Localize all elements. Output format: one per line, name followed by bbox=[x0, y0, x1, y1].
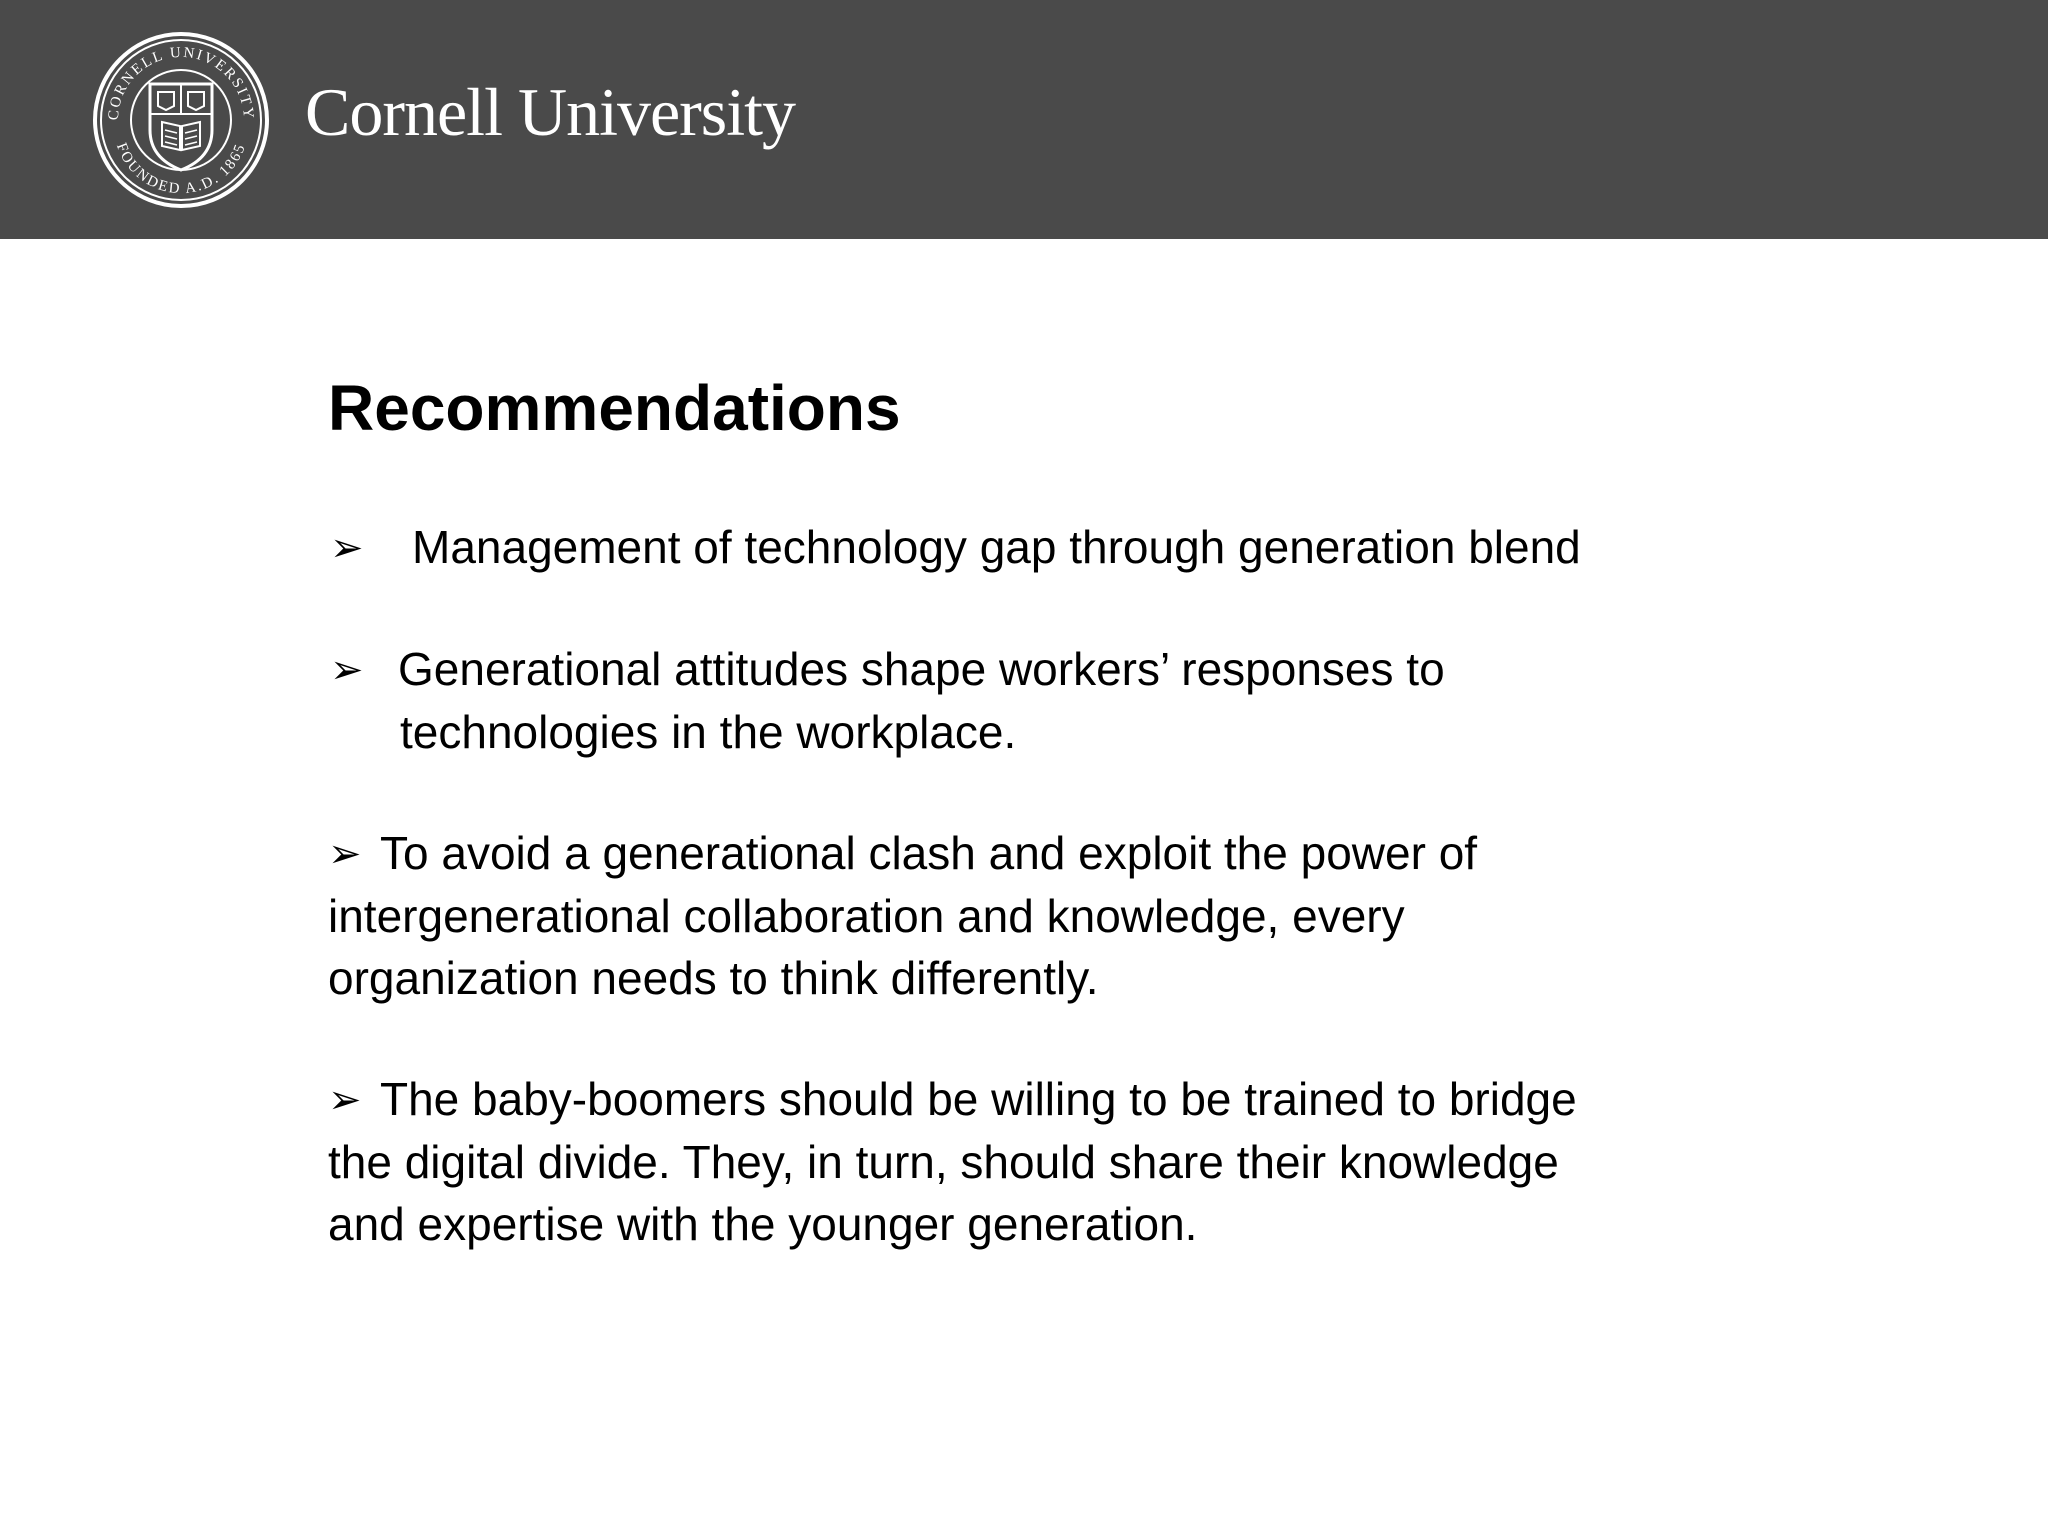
bullet-line: the digital divide. They, in turn, should share their knowledge bbox=[328, 1136, 1559, 1188]
bullet-item bbox=[328, 822, 1477, 1009]
bullet-line: intergenerational collaboration and knowledge, every bbox=[328, 890, 1405, 942]
bullet-line: Management of technology gap through generation blend bbox=[412, 521, 1581, 573]
bullet-line: The baby-boomers should be willing to be trained to bridge bbox=[380, 1073, 1577, 1125]
arrow-bullet-icon: ➢ bbox=[330, 647, 364, 693]
bullet-line: Generational attitudes shape workers’ responses to bbox=[398, 643, 1445, 695]
bullet-item bbox=[328, 1068, 1577, 1255]
bullet-line: technologies in the workplace. bbox=[400, 706, 1017, 758]
arrow-bullet-icon: ➢ bbox=[330, 525, 364, 571]
bullet-line: To avoid a generational clash and exploit the power of bbox=[380, 827, 1478, 879]
arrow-bullet-icon: ➢ bbox=[328, 831, 362, 877]
bullet-item bbox=[330, 516, 1581, 579]
bullet-item bbox=[330, 638, 1445, 763]
bullet-line: organization needs to think differently. bbox=[328, 952, 1099, 1004]
arrow-bullet-icon: ➢ bbox=[328, 1077, 362, 1123]
university-wordmark: Cornell University bbox=[305, 74, 796, 150]
bullet-line: and expertise with the younger generation. bbox=[328, 1198, 1198, 1250]
svg-text:FOUNDED A.D. 1865: FOUNDED A.D. 1865 bbox=[112, 140, 250, 198]
slide-title: Recommendations bbox=[328, 372, 901, 444]
header-band bbox=[0, 0, 2048, 239]
cornell-seal-logo bbox=[92, 22, 270, 218]
svg-text:CORNELL UNIVERSITY: CORNELL UNIVERSITY bbox=[105, 44, 257, 121]
